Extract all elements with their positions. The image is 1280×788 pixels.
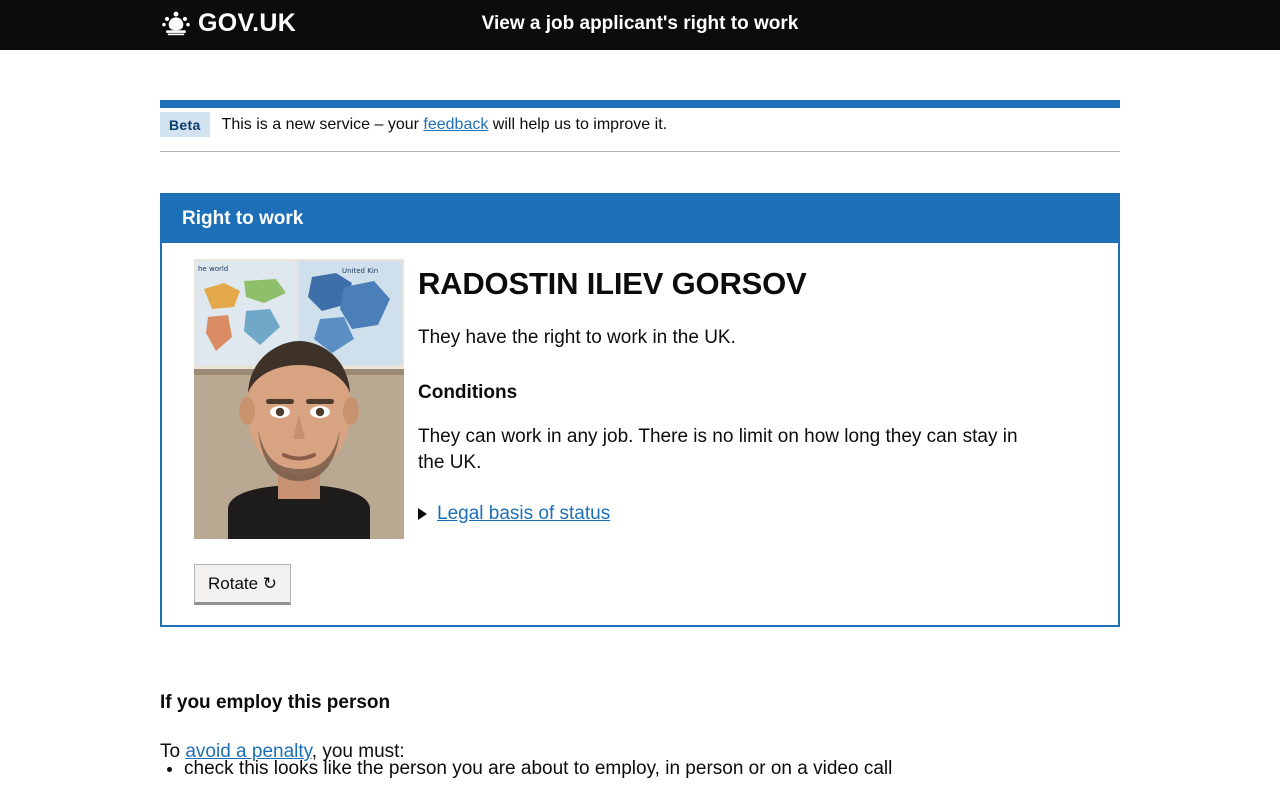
svg-text:United Kin: United Kin xyxy=(342,267,379,275)
panel-title: Right to work xyxy=(162,195,1118,243)
list-item: • check this looks like the person you are about to employ, in person or on a video call xyxy=(184,756,1120,782)
phase-tag-beta: Beta xyxy=(160,112,210,137)
chevron-right-icon xyxy=(418,508,427,520)
conditions-text: They can work in any job. There is no limit on how long they can stay in the UK. xyxy=(418,426,1018,473)
gov-uk-header xyxy=(0,0,1280,50)
photo-column xyxy=(178,259,404,605)
govuk-logo-text: GOV.UK xyxy=(198,9,297,37)
service-name: View a job applicant's right to work xyxy=(481,13,799,34)
header-inner xyxy=(0,0,1280,50)
phase-banner xyxy=(160,112,1120,152)
phase-text-before: This is a new service – your xyxy=(221,115,424,133)
legal-basis-details-toggle[interactable] xyxy=(418,502,1102,526)
phase-banner-text xyxy=(222,115,668,135)
employ-text-before: To xyxy=(160,741,186,762)
employ-section-heading: If you employ this person xyxy=(160,691,391,713)
blue-accent-strip xyxy=(160,100,1120,108)
applicant-name: RADOSTIN ILIEV GORSOV xyxy=(418,266,807,301)
phase-text-after: will help us to improve it. xyxy=(488,115,668,133)
feedback-link[interactable]: feedback xyxy=(423,115,489,133)
employ-section-bullets xyxy=(160,756,1120,788)
svg-text:he world: he world xyxy=(198,265,229,273)
rotate-photo-button[interactable]: Rotate ↻ xyxy=(194,564,291,605)
right-to-work-statement: They have the right to work in the UK. xyxy=(418,327,736,348)
applicant-photo xyxy=(194,259,404,539)
conditions-heading: Conditions xyxy=(418,382,518,403)
employ-text-after: , you must: xyxy=(311,741,405,762)
panel-body xyxy=(162,243,1118,625)
legal-basis-label: Legal basis of status xyxy=(437,503,611,524)
details-column xyxy=(404,259,1102,605)
right-to-work-panel xyxy=(160,193,1120,627)
avoid-a-penalty-link[interactable]: avoid a penalty xyxy=(185,741,312,762)
